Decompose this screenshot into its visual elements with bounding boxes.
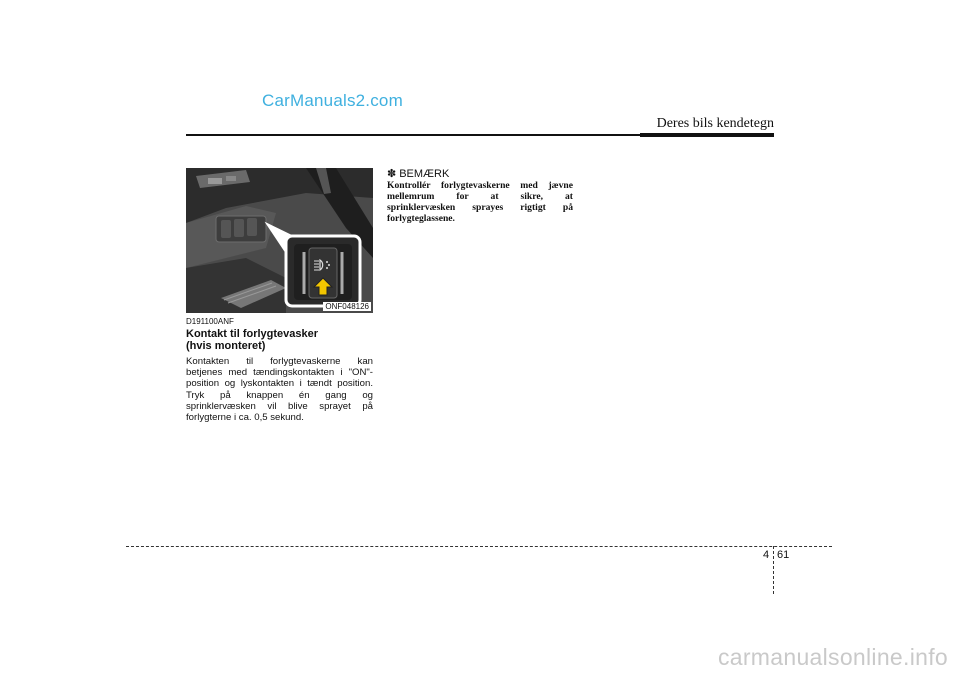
section-title: Deres bils kendetegn bbox=[656, 116, 774, 131]
note-title bbox=[387, 167, 449, 180]
footer-dashed-rule bbox=[126, 546, 832, 547]
note-line: mellemrum for at sikre, at bbox=[387, 191, 573, 202]
heading-line: (hvis monteret) bbox=[186, 340, 266, 352]
figure-code: ONF048126 bbox=[325, 302, 369, 311]
body-line: Kontakten til forlygtevaskerne kan bbox=[186, 356, 373, 367]
note-title-text: BEMÆRK bbox=[399, 167, 450, 180]
section-heading bbox=[186, 328, 376, 352]
watermark-top[interactable]: CarManuals2.com bbox=[262, 91, 403, 110]
body-line: position og lyskontakten i tændt position. bbox=[186, 378, 373, 390]
body-line: betjenes med tændingskontakten i "ON"- bbox=[186, 367, 373, 379]
watermark-bottom[interactable]: carmanualsonline.info bbox=[717, 644, 948, 670]
note-paragraph bbox=[387, 180, 573, 224]
body-line: forlygterne i ca. 0,5 sekund. bbox=[186, 412, 304, 424]
note-line: forlygteglassene. bbox=[387, 213, 455, 224]
body-line: sprinklervæsken vil blive sprayet på bbox=[186, 400, 373, 412]
footer-vertical-rule bbox=[773, 546, 774, 594]
note-line: sprinklervæsken sprayes rigtigt på bbox=[387, 202, 573, 213]
dashboard-illustration bbox=[186, 168, 373, 313]
dashboard-figure bbox=[186, 168, 373, 313]
chapter-number: 4 bbox=[763, 549, 770, 561]
heading-line: Kontakt til forlygtevasker bbox=[186, 328, 319, 340]
note-line: Kontrollér forlygtevaskerne med jævne bbox=[387, 180, 573, 191]
body-line: Tryk på knappen én gang og bbox=[186, 389, 373, 401]
document-code: D191100ANF bbox=[186, 317, 234, 326]
page-number: 61 bbox=[777, 549, 790, 561]
note-symbol-icon: ✽ bbox=[387, 168, 397, 180]
body-paragraph bbox=[186, 356, 373, 423]
header-rule-accent bbox=[640, 133, 774, 137]
